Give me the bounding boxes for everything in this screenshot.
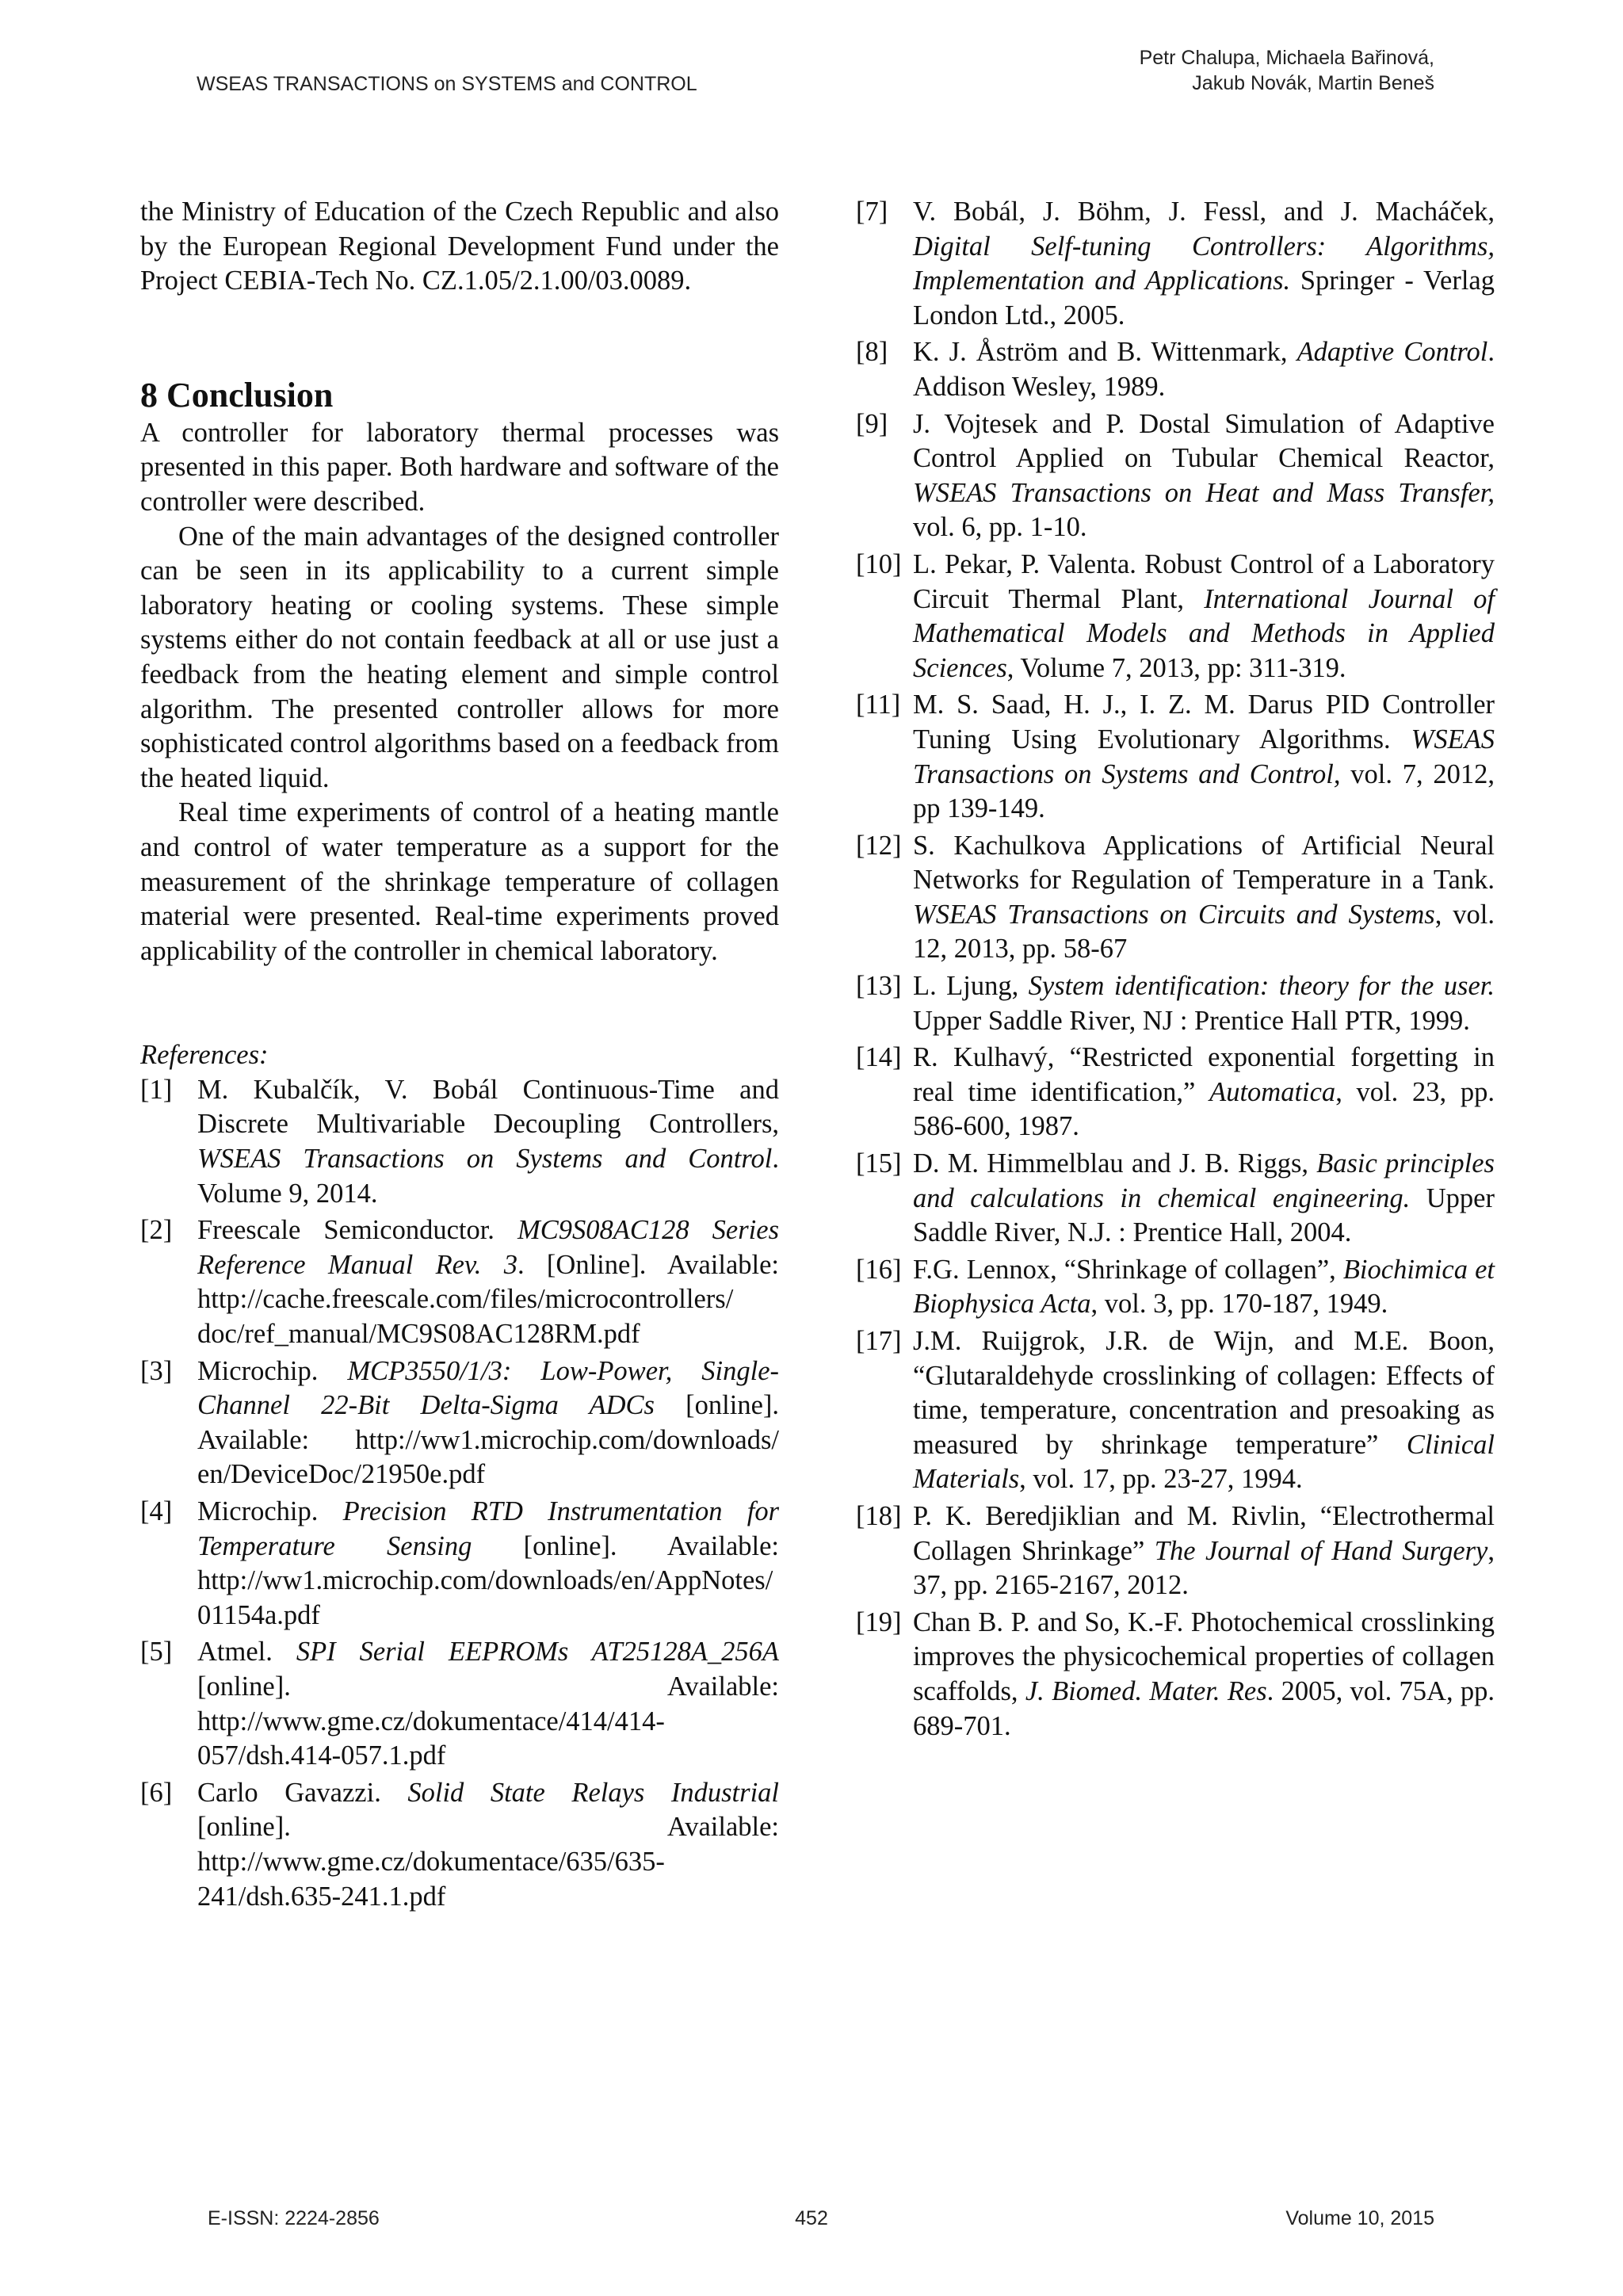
reference-text-part: V. Bobál, J. Böhm, J. Fessl, and J. Macháček, bbox=[913, 197, 1495, 227]
running-header-journal: WSEAS TRANSACTIONS on SYSTEMS and CONTROL bbox=[197, 73, 697, 95]
reference-text bbox=[197, 1776, 779, 1914]
reference-item bbox=[140, 1635, 779, 1773]
reference-italic-title: Biochimica et Biophysica Acta bbox=[913, 1254, 1495, 1320]
reference-text-part: J. Vojtesek and P. Dostal Simulation of Adaptive Control Applied on Tubular Chemical Reactor, bbox=[913, 408, 1495, 474]
reference-text bbox=[913, 1253, 1495, 1322]
reference-text bbox=[913, 1606, 1495, 1744]
reference-number: [18] bbox=[856, 1500, 902, 1531]
reference-italic-title: WSEAS Transactions on Systems and Control, bbox=[913, 724, 1495, 789]
reference-item bbox=[140, 1776, 779, 1914]
reference-text bbox=[197, 1213, 779, 1351]
reference-item bbox=[856, 548, 1495, 686]
reference-text-part: . 2005, vol. 75A, pp. 689-701. bbox=[913, 1675, 1495, 1741]
reference-text-part: . Addison Wesley, 1989. bbox=[913, 337, 1495, 402]
conclusion-paragraph-3: Real time experiments of control of a heating mantle and control of water temperature as a support for the measurement of the shrinkage temperature of collagen material were presented. Real-time experiments proved applicability of the controller in chemical laboratory. bbox=[140, 797, 779, 966]
reference-italic-title: WSEAS Transactions on Circuits and Systems bbox=[913, 899, 1435, 930]
reference-text-part: , vol. 12, 2013, pp. 58-67 bbox=[913, 899, 1495, 965]
reference-number: [19] bbox=[856, 1606, 902, 1637]
reference-number: [11] bbox=[856, 690, 901, 720]
reference-item bbox=[856, 1324, 1495, 1497]
reference-text-part: Carlo Gavazzi. bbox=[197, 1777, 408, 1808]
reference-text-part: S. Kachulkova Applications of Artificial Neural Networks for Regulation of Temperature in a Tank. bbox=[913, 830, 1495, 896]
reference-number: [14] bbox=[856, 1042, 902, 1073]
reference-number: [3] bbox=[140, 1355, 173, 1386]
reference-text-part: Upper Saddle River, N.J. : Prentice Hall, 2004. bbox=[913, 1182, 1495, 1248]
reference-text-part: [online]. Available: http://ww1.microchip.com/downloads/en/AppNotes/ 01154a.pdf bbox=[197, 1530, 779, 1630]
reference-italic-title: Clinical Materials bbox=[913, 1429, 1495, 1495]
reference-number: [10] bbox=[856, 548, 902, 579]
reference-italic-title: Solid State Relays Industrial bbox=[407, 1777, 779, 1808]
reference-text-part: . Volume 9, 2014. bbox=[197, 1144, 779, 1209]
reference-number: [2] bbox=[140, 1215, 173, 1246]
reference-item bbox=[856, 1606, 1495, 1744]
reference-italic-title: J. Biomed. Mater. Res bbox=[1025, 1675, 1267, 1706]
reference-text bbox=[197, 1635, 779, 1773]
reference-text-part: , vol. 3, pp. 170-187, 1949. bbox=[1090, 1289, 1388, 1320]
reference-text bbox=[913, 1324, 1495, 1497]
reference-italic-title: MC9S08AC128 Series Reference Manual Rev. 3 bbox=[197, 1215, 779, 1280]
reference-text-part: [online]. Available: http://www.gme.cz/dokumentace/635/635-241/dsh.635-241.1.pdf bbox=[197, 1812, 779, 1912]
reference-text-part: [online]. Available: http://ww1.microchip.com/downloads/ en/DeviceDoc/21950e.pdf bbox=[197, 1390, 779, 1490]
reference-text-part: Springer - Verlag London Ltd., 2005. bbox=[913, 266, 1495, 330]
reference-italic-title: WSEAS Transactions on Heat and Mass Transfer, bbox=[913, 477, 1495, 508]
reference-item bbox=[856, 1499, 1495, 1603]
reference-text bbox=[913, 1499, 1495, 1603]
reference-text bbox=[197, 1495, 779, 1633]
reference-text-part: R. Kulhavý, “Restricted exponential forgetting in real time identification,” bbox=[913, 1042, 1495, 1107]
reference-item bbox=[856, 829, 1495, 967]
reference-italic-title: System identification: theory for the user. bbox=[1028, 971, 1495, 1002]
reference-text-part: Microchip. bbox=[197, 1355, 348, 1386]
reference-number: [1] bbox=[140, 1074, 173, 1105]
reference-text bbox=[913, 407, 1495, 545]
reference-text-part: , vol. 17, pp. 23-27, 1994. bbox=[1019, 1464, 1303, 1495]
reference-text bbox=[913, 335, 1495, 404]
reference-italic-title: The Journal of Hand Surgery bbox=[1154, 1535, 1488, 1566]
reference-text-part: Chan B. P. and So, K.-F. Photochemical crosslinking improves the physicochemical properties of collagen scaffolds, bbox=[913, 1606, 1495, 1706]
running-header-authors bbox=[880, 45, 1434, 96]
reference-text bbox=[913, 829, 1495, 967]
reference-text-part: L. Ljung, bbox=[913, 971, 1029, 1002]
reference-item bbox=[856, 335, 1495, 404]
authors-line-1: Petr Chalupa, Michaela Bařinová, bbox=[1139, 47, 1434, 69]
reference-italic-title: SPI Serial EEPROMs AT25128A_256A bbox=[296, 1637, 780, 1668]
reference-italic-title: Digital Self-tuning Controllers: Algorithms, Implementation and Applications. bbox=[913, 231, 1495, 296]
reference-italic-title: Adaptive Control bbox=[1296, 337, 1488, 368]
reference-text-part: P. K. Beredjiklian and M. Rivlin, “Electrothermal Collagen Shrinkage” bbox=[913, 1500, 1495, 1566]
reference-text-part: vol. 6, pp. 1-10. bbox=[913, 512, 1087, 543]
conclusion-paragraph-1: A controller for laboratory thermal processes was presented in this paper. Both hardware and software of the controller were described. bbox=[140, 417, 779, 517]
reference-text bbox=[197, 1073, 779, 1211]
reference-text-part: , 37, pp. 2165-2167, 2012. bbox=[913, 1535, 1495, 1601]
reference-italic-title: International Journal of Mathematical Models and Methods in Applied Sciences bbox=[913, 583, 1495, 683]
reference-text-part: M. S. Saad, H. J., I. Z. M. Darus PID Controller Tuning Using Evolutionary Algorithms. bbox=[913, 690, 1495, 755]
reference-number: [9] bbox=[856, 408, 888, 439]
reference-number: [6] bbox=[140, 1777, 173, 1808]
reference-number: [13] bbox=[856, 971, 902, 1002]
reference-italic-title: Automatica bbox=[1209, 1076, 1336, 1107]
acknowledgement-paragraph: the Ministry of Education of the Czech Republic and also by the European Regional Development Fund under the Project CEBIA-Tech No. CZ.1.05/2.1.00/03.0089. bbox=[140, 197, 779, 296]
reference-italic-title: MCP3550/1/3: Low-Power, Single-Channel 22-Bit Delta-Sigma ADCs bbox=[197, 1355, 779, 1421]
reference-italic-title: Precision RTD Instrumentation for Temperature Sensing bbox=[197, 1496, 779, 1561]
references-label: References: bbox=[140, 1040, 269, 1071]
reference-text-part: Microchip. bbox=[197, 1496, 343, 1526]
reference-text-part: . [Online]. Available: http://cache.freescale.com/files/microcontrollers/ doc/ref_manual/MC9S08AC128RM.pdf bbox=[197, 1249, 779, 1350]
reference-item bbox=[856, 1041, 1495, 1144]
reference-italic-title: Basic principles and calculations in chemical engineering. bbox=[913, 1148, 1495, 1213]
reference-italic-title: WSEAS Transactions on Systems and Control bbox=[197, 1144, 773, 1175]
reference-list-left bbox=[140, 1073, 779, 1914]
reference-text-part: [online]. Available: http://www.gme.cz/dokumentace/414/414-057/dsh.414-057.1.pdf bbox=[197, 1671, 779, 1771]
reference-item bbox=[140, 1213, 779, 1351]
section-title: 8 Conclusion bbox=[140, 375, 334, 415]
reference-text bbox=[913, 969, 1495, 1038]
reference-number: [7] bbox=[856, 197, 888, 227]
reference-text-part: , vol. 23, pp. 586-600, 1987. bbox=[913, 1076, 1495, 1142]
reference-text-part: Atmel. bbox=[197, 1637, 296, 1668]
left-column bbox=[140, 195, 779, 1916]
reference-item bbox=[856, 688, 1495, 826]
reference-number: [4] bbox=[140, 1496, 173, 1526]
reference-list-right bbox=[856, 195, 1495, 1744]
reference-text bbox=[913, 1147, 1495, 1251]
reference-number: [5] bbox=[140, 1637, 173, 1668]
reference-item bbox=[856, 1253, 1495, 1322]
reference-text-part: L. Pekar, P. Valenta. Robust Control of a Laboratory Circuit Thermal Plant, bbox=[913, 548, 1495, 614]
reference-item bbox=[856, 1147, 1495, 1251]
reference-text-part: K. J. Åström and B. Wittenmark, bbox=[913, 337, 1297, 368]
reference-text bbox=[913, 195, 1495, 333]
reference-text bbox=[913, 1041, 1495, 1144]
reference-text-part: M. Kubalčík, V. Bobál Continuous-Time and Discrete Multivariable Decoupling Controllers, bbox=[197, 1074, 779, 1140]
reference-text-part: vol. 7, 2012, pp 139-149. bbox=[913, 758, 1495, 824]
reference-item bbox=[140, 1073, 779, 1211]
reference-item bbox=[856, 407, 1495, 545]
reference-item bbox=[140, 1354, 779, 1492]
right-column bbox=[856, 195, 1495, 1746]
reference-text-part: Upper Saddle River, NJ : Prentice Hall PTR, 1999. bbox=[913, 1005, 1470, 1036]
reference-text-part: , Volume 7, 2013, pp: 311-319. bbox=[1006, 652, 1346, 683]
reference-text-part: Freescale Semiconductor. bbox=[197, 1215, 518, 1246]
footer-volume: Volume 10, 2015 bbox=[1285, 2207, 1434, 2229]
conclusion-paragraph-2: One of the main advantages of the designed controller can be seen in its applicability to a current simple laboratory heating or cooling systems. These simple systems either do not contain feedback at all or use just a feedback from the heating element and simple control algorithm. The presented controller allows for more sophisticated control algorithms based on a feedback from the heated liquid. bbox=[140, 521, 779, 793]
reference-item bbox=[856, 969, 1495, 1038]
reference-number: [17] bbox=[856, 1326, 902, 1356]
reference-number: [16] bbox=[856, 1254, 902, 1285]
reference-text bbox=[197, 1354, 779, 1492]
reference-text-part: D. M. Himmelblau and J. B. Riggs, bbox=[913, 1148, 1317, 1179]
reference-number: [12] bbox=[856, 830, 902, 861]
reference-item bbox=[856, 195, 1495, 333]
footer-issn: E-ISSN: 2224-2856 bbox=[208, 2207, 380, 2229]
authors-line-2: Jakub Novák, Martin Beneš bbox=[1192, 72, 1434, 94]
footer-page-number: 452 bbox=[795, 2207, 828, 2229]
reference-number: [8] bbox=[856, 337, 888, 368]
reference-text bbox=[913, 548, 1495, 686]
reference-text bbox=[913, 688, 1495, 826]
reference-text-part: F.G. Lennox, “Shrinkage of collagen”, bbox=[913, 1254, 1343, 1285]
reference-text-part: J.M. Ruijgrok, J.R. de Wijn, and M.E. Boon, “Glutaraldehyde crosslinking of collagen: Effects of time, temperature, concentration and presoaking as measured by shrinkage temperature” bbox=[913, 1326, 1495, 1460]
reference-number: [15] bbox=[856, 1148, 902, 1179]
reference-item bbox=[140, 1495, 779, 1633]
